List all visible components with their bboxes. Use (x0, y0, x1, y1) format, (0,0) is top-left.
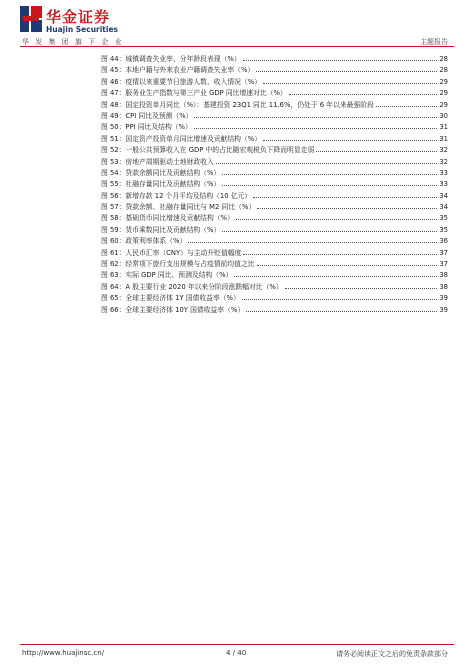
toc-dot-leader (243, 247, 437, 255)
toc-entry[interactable] (101, 76, 448, 86)
toc-entry[interactable] (101, 258, 448, 268)
toc-dot-leader (316, 144, 437, 152)
toc-entry[interactable] (101, 64, 448, 74)
toc-entry[interactable] (101, 224, 448, 234)
toc-entry[interactable] (101, 281, 448, 291)
toc-entry[interactable] (101, 292, 448, 302)
toc-entry-page: 39 (439, 305, 448, 314)
toc-dot-leader (289, 87, 438, 95)
toc-entry[interactable] (101, 156, 448, 166)
toc-entry-page: 29 (439, 100, 448, 109)
toc-entry-page: 31 (439, 134, 448, 143)
toc-entry-page: 30 (439, 111, 448, 120)
figure-list (101, 53, 448, 315)
toc-dot-leader (242, 292, 438, 300)
toc-entry-page: 38 (439, 271, 448, 280)
toc-entry-title: 图 48：国定投资单月同比（%）：基建投资 23Q1 同比 11.6%，仍处于 6 年以来最强阶段 (101, 100, 374, 109)
toc-entry[interactable] (101, 87, 448, 97)
toc-entry-page: 39 (439, 294, 448, 303)
toc-dot-leader (222, 178, 437, 186)
toc-entry-title: 图 60：政策利率体系（%） (101, 237, 187, 246)
group-tagline: 华 发 集 团 旗 下 企 业 (22, 38, 124, 46)
footer-website-link[interactable]: http://www.huajinsc.cn/ (22, 649, 105, 657)
toc-dot-leader (246, 304, 437, 312)
toc-entry-title: 图 49：CPI 同比及预测（%） (101, 111, 193, 120)
toc-entry-title: 图 46：疫情以来重要节日旅游人数、收入情况（%） (101, 77, 262, 86)
toc-entry-page: 28 (439, 66, 448, 75)
toc-dot-leader (188, 235, 437, 243)
toc-entry[interactable] (101, 99, 448, 109)
toc-entry-page: 38 (439, 282, 448, 291)
toc-entry[interactable] (101, 178, 448, 188)
toc-entry-page: 33 (439, 168, 448, 177)
toc-entry-page: 34 (439, 191, 448, 200)
toc-dot-leader (256, 64, 437, 72)
toc-entry-title: 图 55：社融存量同比及贡献结构（%） (101, 180, 221, 189)
toc-dot-leader (285, 281, 438, 289)
header-divider (20, 46, 454, 47)
toc-entry[interactable] (101, 167, 448, 177)
toc-entry[interactable] (101, 53, 448, 63)
toc-entry[interactable] (101, 304, 448, 314)
toc-entry[interactable] (101, 235, 448, 245)
toc-entry-title: 图 45：本地户籍与外来农业户籍调查失业率（%） (101, 66, 255, 75)
toc-entry-title: 图 65：全球主要经济体 1Y 国债收益率（%） (101, 294, 240, 303)
toc-entry-title: 图 50：PPI 同比及结构（%） (101, 123, 192, 132)
toc-entry[interactable] (101, 190, 448, 200)
toc-entry-title: 图 66：全球主要经济体 10Y 国债收益率（%） (101, 305, 245, 314)
toc-entry-title: 图 56：新增存款 12 个月平均及结构（10 亿元） (101, 191, 252, 200)
toc-dot-leader (263, 133, 437, 141)
toc-dot-leader (263, 76, 437, 84)
toc-entry-title: 图 44：城镇调查失业率，分年龄段表现（%） (101, 55, 241, 63)
toc-dot-leader (257, 201, 437, 209)
toc-entry-title: 图 52：一般公共预算收入在 GDP 中的占比随宏观税负下降而明显走弱 (101, 146, 315, 155)
toc-entry[interactable] (101, 247, 448, 257)
toc-entry-page: 31 (439, 123, 448, 132)
toc-entry[interactable] (101, 110, 448, 120)
toc-dot-leader (257, 258, 438, 266)
footer-divider (20, 644, 454, 645)
page-indicator: 4 / 40 (226, 649, 247, 657)
toc-entry-page: 33 (439, 180, 448, 189)
huajin-logo-icon (20, 6, 42, 32)
toc-entry[interactable] (101, 144, 448, 154)
toc-entry-title: 图 53：房地产周期驱动土地财政收入 (101, 157, 214, 166)
toc-entry-page: 35 (439, 214, 448, 223)
toc-dot-leader (234, 269, 437, 277)
toc-entry-page: 32 (439, 157, 448, 166)
logo-chinese-name: 华金证券 (46, 8, 111, 26)
toc-entry[interactable] (101, 212, 448, 222)
toc-entry-title: 图 51：国定资产投资单月同比增速及贡献结构（%） (101, 134, 262, 143)
toc-dot-leader (194, 110, 437, 118)
toc-entry-title: 图 58：基础货币同比增速及贡献结构（%） (101, 214, 234, 223)
toc-entry-title: 图 57：贷款余额、社融存量同比与 M2 同比（%） (101, 203, 256, 212)
toc-dot-leader (194, 121, 438, 129)
company-logo (20, 6, 140, 34)
toc-entry-title: 图 59：货币乘数同比及贡献结构（%） (101, 225, 221, 234)
toc-dot-leader (222, 167, 437, 175)
toc-entry-title: 图 61：人民币汇率（CNY）与主动升贬值幅度 (101, 248, 242, 257)
toc-dot-leader (216, 156, 438, 164)
toc-entry-page: 37 (439, 248, 448, 257)
toc-dot-leader (222, 224, 437, 232)
toc-dot-leader (376, 99, 438, 107)
toc-entry-page: 35 (439, 225, 448, 234)
toc-entry-title: 图 47：服务业生产指数与第三产业 GDP 同比增速对比（%） (101, 89, 287, 98)
toc-entry-title: 图 63：实际 GDP 同比、预测及结构（%） (101, 271, 233, 280)
toc-dot-leader (253, 190, 437, 198)
footer-disclaimer: 请务必阅读正文之后的免责条款部分 (336, 650, 448, 658)
toc-entry[interactable] (101, 201, 448, 211)
toc-entry[interactable] (101, 269, 448, 279)
toc-entry-page: 29 (439, 77, 448, 86)
toc-entry-title: 图 62：经常项下旅行支出规模与占疫情前均值之比 (101, 260, 255, 269)
toc-entry[interactable] (101, 121, 448, 131)
report-type-label: 主题报告 (420, 38, 448, 46)
toc-entry-page: 37 (439, 260, 448, 269)
toc-entry-title: 图 64：A 股主要行业 2020 年以来分阶段涨跌幅对比（%） (101, 282, 283, 291)
toc-dot-leader (236, 212, 438, 220)
logo-english-name: Huajin Securities (46, 25, 119, 34)
toc-entry-page: 32 (439, 146, 448, 155)
toc-entry[interactable] (101, 133, 448, 143)
toc-entry-page: 28 (439, 55, 448, 63)
toc-entry-title: 图 54：贷款余额同比及贡献结构（%） (101, 168, 221, 177)
toc-entry-page: 36 (439, 237, 448, 246)
toc-dot-leader (243, 53, 438, 61)
toc-entry-page: 29 (439, 89, 448, 98)
toc-entry-page: 34 (439, 203, 448, 212)
